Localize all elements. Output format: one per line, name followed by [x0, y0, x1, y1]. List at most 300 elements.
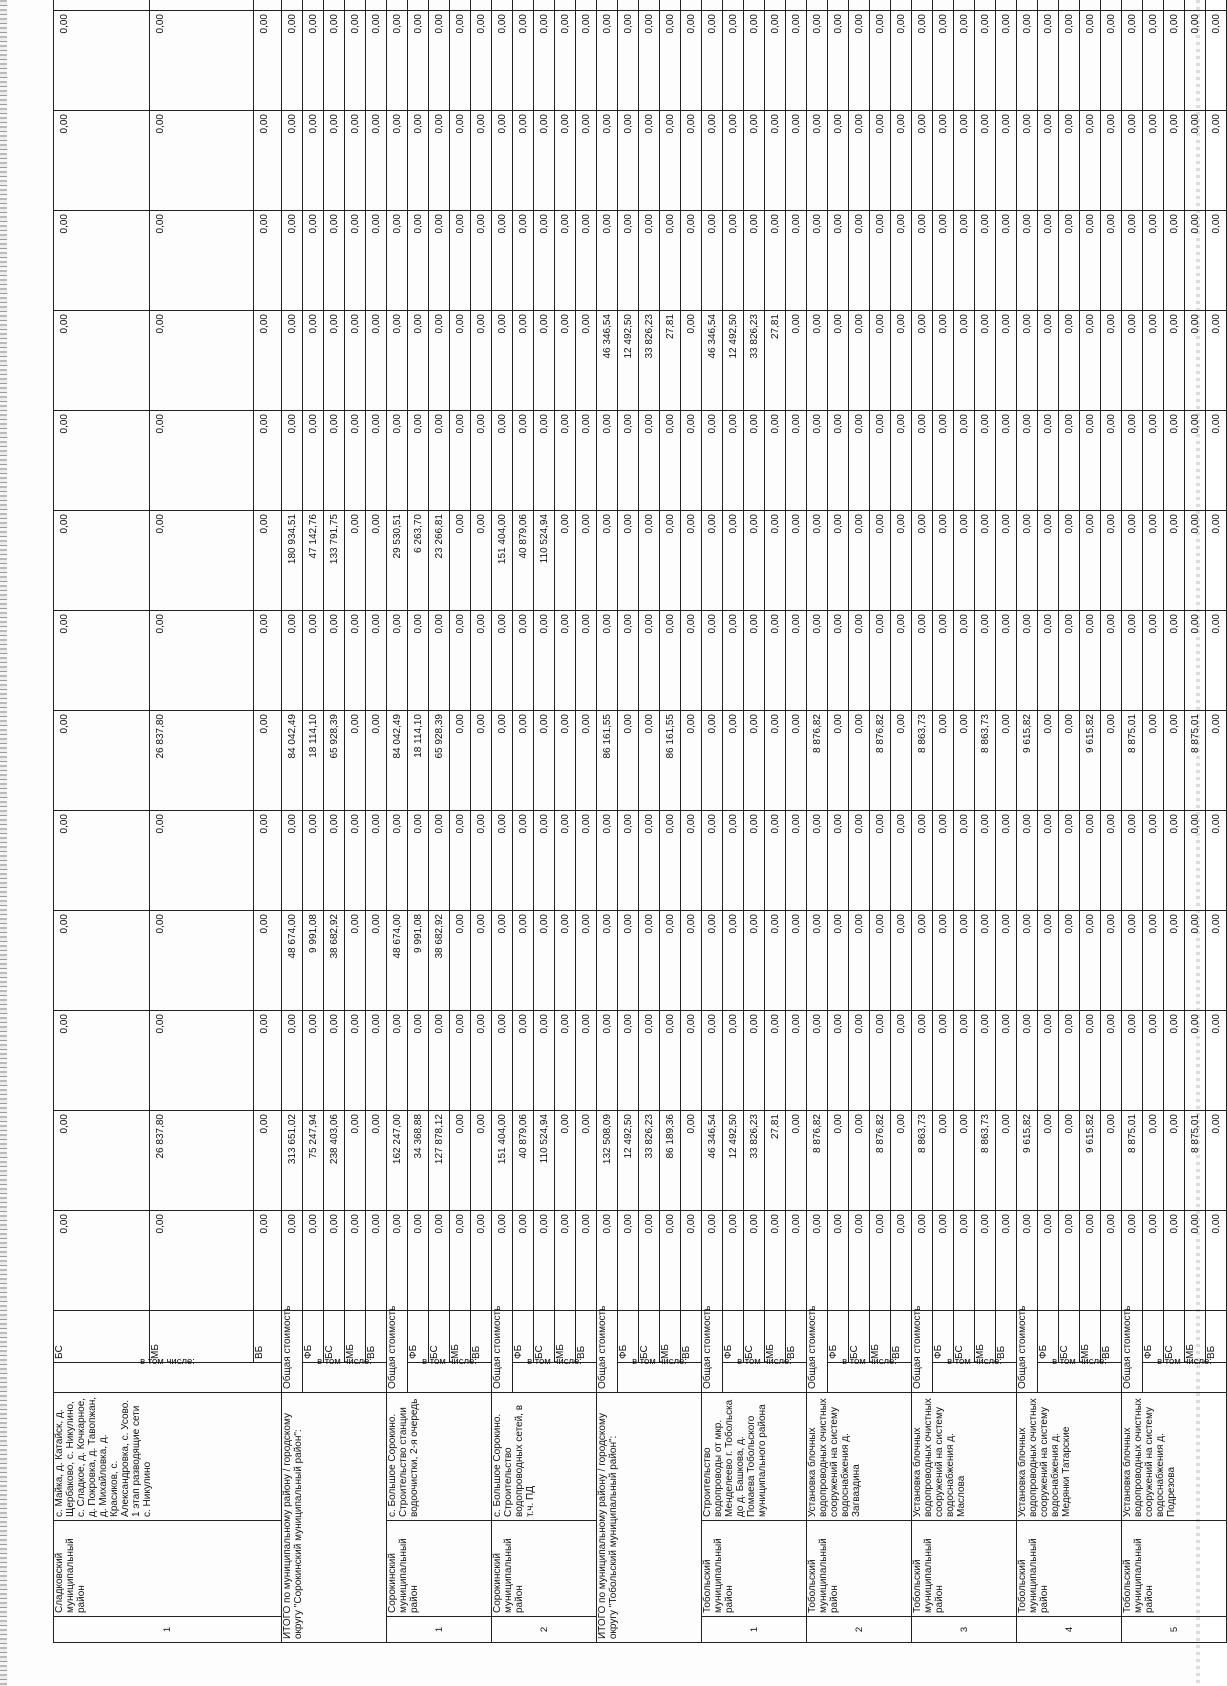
value-text: 0,00	[497, 1214, 508, 1234]
value-text: 0,00	[917, 814, 928, 834]
value-cell	[597, 311, 618, 411]
row-number: 1	[387, 1617, 492, 1643]
value-cell	[954, 11, 975, 111]
value-text: 0,00	[1085, 814, 1096, 834]
value-cell	[954, 1011, 975, 1111]
value-text: 0,00	[581, 214, 592, 234]
total-cost-label: Общая стоимость	[597, 1311, 618, 1393]
value-text: 0,00	[413, 614, 424, 634]
value-cell	[150, 111, 254, 211]
funding-source: ВБ	[891, 1311, 912, 1363]
value-text: 0,00	[155, 314, 166, 334]
funding-source: ФБ	[933, 1311, 954, 1363]
value-cell	[534, 511, 555, 611]
value-cell	[345, 911, 366, 1011]
value-text: 0,00	[1211, 614, 1222, 634]
value-text: 0,00	[59, 1114, 70, 1134]
value-cell	[1143, 111, 1164, 211]
value-cell	[996, 1111, 1017, 1211]
value-cell	[849, 111, 870, 211]
value-text: 0,00	[476, 14, 487, 34]
value-cell	[639, 611, 660, 711]
value-text: 0,00	[350, 614, 361, 634]
value-text: 0,00	[350, 714, 361, 734]
object-cell: Установка блочных водопроводных очистных сооружений на систему водоснабжения д. Медянки Татарские	[1017, 1393, 1122, 1521]
value-text: 0,00	[749, 514, 760, 534]
value-text: 0,00	[938, 414, 949, 434]
value-cell	[54, 911, 150, 1011]
value-text: 0,00	[1190, 214, 1201, 234]
value-text: 27,81	[770, 1114, 781, 1140]
value-text: 0,00	[1127, 614, 1138, 634]
value-cell	[408, 1211, 429, 1311]
value-text: 0,00	[560, 314, 571, 334]
value-text: 133 791,75	[329, 514, 340, 565]
value-cell	[723, 911, 744, 1011]
value-text: 0,00	[371, 914, 382, 934]
value-text: 0,00	[644, 114, 655, 134]
row-number: 1	[54, 1617, 282, 1643]
value-text: 0,00	[749, 814, 760, 834]
value-cell	[54, 311, 150, 411]
value-cell	[618, 1211, 639, 1311]
value-text: 0,00	[770, 114, 781, 134]
value-cell	[975, 1211, 996, 1311]
value-cell	[702, 211, 723, 311]
value-text: 0,00	[686, 1214, 697, 1234]
value-text: 0,00	[644, 814, 655, 834]
value-cell	[150, 211, 254, 311]
value-text: 0,00	[497, 814, 508, 834]
value-text: 0,00	[1169, 314, 1180, 334]
value-text: 0,00	[602, 214, 613, 234]
value-text: 238 403,06	[329, 1114, 340, 1165]
value-cell	[618, 411, 639, 511]
value-text: 0,00	[854, 14, 865, 34]
value-cell	[1206, 411, 1227, 511]
value-cell	[1164, 1211, 1185, 1311]
value-cell	[555, 1011, 576, 1111]
value-cell	[681, 211, 702, 311]
district-total-label: ИТОГО по муниципальному району / городскому округу "Тобольский муниципальный район":	[597, 1393, 702, 1643]
funding-source: БС	[744, 1311, 765, 1363]
value-cell	[471, 1111, 492, 1211]
value-text: 0,00	[1211, 914, 1222, 934]
value-text: 0,00	[665, 14, 676, 34]
value-cell	[1185, 1211, 1206, 1311]
value-text: 0,00	[1148, 914, 1159, 934]
value-cell	[345, 611, 366, 711]
value-cell	[765, 1111, 786, 1211]
value-text: 0,00	[728, 114, 739, 134]
value-cell	[429, 1211, 450, 1311]
total-row	[597, 0, 618, 1643]
value-cell	[828, 911, 849, 1011]
value-text: 0,00	[602, 1014, 613, 1034]
value-text: 0,00	[1022, 514, 1033, 534]
value-text: 0,00	[259, 1214, 270, 1234]
value-cell	[1143, 211, 1164, 311]
value-text: 0,00	[155, 414, 166, 434]
value-text: 0,00	[686, 1014, 697, 1034]
value-text: 0,00	[896, 214, 907, 234]
value-text: 0,00	[938, 914, 949, 934]
value-text: 0,00	[1001, 414, 1012, 434]
value-cell	[660, 211, 681, 311]
value-cell	[555, 1111, 576, 1211]
value-text: 0,00	[938, 14, 949, 34]
table-row	[912, 0, 933, 1643]
value-text: 0,00	[728, 14, 739, 34]
funding-source: МБ	[870, 1311, 891, 1363]
funding-source: БС	[324, 1311, 345, 1363]
value-cell	[1017, 1211, 1038, 1311]
value-cell	[849, 411, 870, 511]
value-cell	[975, 611, 996, 711]
value-text: 0,00	[1001, 1214, 1012, 1234]
value-text: 0,00	[518, 14, 529, 34]
value-cell	[954, 1211, 975, 1311]
value-text: 0,00	[329, 114, 340, 134]
value-cell	[1164, 1011, 1185, 1111]
value-text: 40 879,06	[518, 514, 529, 559]
value-cell	[786, 411, 807, 511]
value-cell	[429, 411, 450, 511]
value-cell	[303, 511, 324, 611]
value-cell	[450, 511, 471, 611]
value-cell	[765, 511, 786, 611]
district-cell: Тобольский муниципальный район	[702, 1521, 807, 1617]
value-cell	[54, 1111, 150, 1211]
value-cell	[1122, 11, 1143, 111]
value-text: 0,00	[980, 214, 991, 234]
value-cell	[765, 1211, 786, 1311]
value-cell	[996, 811, 1017, 911]
value-text: 0,00	[581, 714, 592, 734]
value-cell	[870, 1011, 891, 1111]
value-cell	[1101, 1211, 1122, 1311]
value-cell	[54, 111, 150, 211]
value-cell	[723, 811, 744, 911]
value-text: 0,00	[959, 814, 970, 834]
value-cell	[54, 411, 150, 511]
district-total-label: ИТОГО по муниципальному району / городскому округу "Сорокинский муниципальный район":	[282, 1393, 387, 1643]
value-cell	[254, 911, 282, 1011]
funding-source: БС	[54, 1311, 150, 1363]
value-cell	[1038, 811, 1059, 911]
value-cell	[681, 411, 702, 511]
value-text: 0,00	[413, 14, 424, 34]
value-cell	[1059, 711, 1080, 811]
value-cell	[744, 311, 765, 411]
value-text: 0,00	[938, 714, 949, 734]
value-cell	[702, 811, 723, 911]
value-cell	[660, 1011, 681, 1111]
value-cell	[828, 1011, 849, 1111]
value-text: 0,00	[259, 1014, 270, 1034]
value-cell	[870, 1111, 891, 1211]
value-text: 0,00	[938, 114, 949, 134]
value-cell	[849, 0, 870, 11]
value-cell	[954, 811, 975, 911]
incl-text: в том числе:	[140, 1356, 195, 1368]
value-cell	[1164, 311, 1185, 411]
district-cell: Тобольский муниципальный район	[912, 1521, 1017, 1617]
value-text: 0,00	[1169, 1014, 1180, 1034]
value-text: 0,00	[434, 614, 445, 634]
value-text: 0,00	[749, 714, 760, 734]
value-cell	[870, 611, 891, 711]
value-cell	[765, 211, 786, 311]
value-text: 0,00	[560, 714, 571, 734]
value-cell	[345, 411, 366, 511]
value-text: 0,00	[59, 714, 70, 734]
value-text: 0,00	[623, 714, 634, 734]
value-cell	[324, 111, 345, 211]
value-text: 0,00	[833, 914, 844, 934]
value-text: 0,00	[623, 14, 634, 34]
value-cell	[912, 311, 933, 411]
value-text: 0,00	[581, 914, 592, 934]
value-text: 0,00	[791, 1214, 802, 1234]
value-cell	[891, 211, 912, 311]
funding-source: МБ	[765, 1311, 786, 1363]
district-cell: Тобольский муниципальный район	[1122, 1521, 1227, 1617]
value-text: 0,00	[1043, 514, 1054, 534]
value-cell	[597, 911, 618, 1011]
value-cell	[303, 411, 324, 511]
value-cell	[303, 911, 324, 1011]
value-cell	[471, 111, 492, 211]
value-cell	[576, 611, 597, 711]
value-text: 47 142,76	[308, 514, 319, 559]
value-cell	[366, 811, 387, 911]
value-cell	[660, 11, 681, 111]
value-cell	[1101, 1011, 1122, 1111]
value-text: 65 928,39	[434, 714, 445, 759]
value-cell	[1164, 111, 1185, 211]
value-cell	[597, 1211, 618, 1311]
funding-source: ФБ	[408, 1311, 429, 1363]
funding-source: БС	[534, 1311, 555, 1363]
value-cell	[1059, 611, 1080, 711]
value-text: 12 492,50	[623, 314, 634, 359]
value-cell	[933, 511, 954, 611]
value-cell	[828, 211, 849, 311]
value-cell	[1122, 711, 1143, 811]
value-text: 0,00	[1211, 14, 1222, 34]
value-text: 0,00	[308, 614, 319, 634]
value-text: 132 508,09	[602, 1114, 613, 1165]
value-cell	[303, 1111, 324, 1211]
value-text: 0,00	[1064, 914, 1075, 934]
value-text: 33 826,23	[644, 314, 655, 359]
value-cell	[681, 1211, 702, 1311]
value-text: 0,00	[1190, 814, 1201, 834]
value-text: 0,00	[308, 1014, 319, 1034]
value-cell	[387, 511, 408, 611]
value-cell	[996, 1211, 1017, 1311]
value-text: 0,00	[413, 1014, 424, 1034]
value-text: 0,00	[665, 114, 676, 134]
value-cell	[576, 11, 597, 111]
value-cell	[450, 11, 471, 111]
value-text: 0,00	[371, 1014, 382, 1034]
incl-text: в том числе:	[632, 1356, 687, 1368]
value-cell	[576, 0, 597, 11]
value-text: 0,00	[791, 814, 802, 834]
funding-source: БС	[849, 1311, 870, 1363]
value-text: 0,00	[308, 1214, 319, 1234]
funding-source: ВБ	[254, 1311, 282, 1363]
value-text: 0,00	[602, 514, 613, 534]
value-cell	[1101, 111, 1122, 211]
value-cell	[597, 511, 618, 611]
value-cell	[702, 11, 723, 111]
value-text: 0,00	[259, 14, 270, 34]
value-text: 0,00	[1211, 1214, 1222, 1234]
value-text: 0,00	[896, 314, 907, 334]
value-cell	[429, 1111, 450, 1211]
value-cell	[765, 811, 786, 911]
value-cell	[1080, 611, 1101, 711]
value-text: 0,00	[875, 814, 886, 834]
value-text: 0,00	[518, 1214, 529, 1234]
value-text: 0,00	[1064, 614, 1075, 634]
value-text: 0,00	[854, 214, 865, 234]
value-text: 0,00	[917, 214, 928, 234]
value-text: 0,00	[497, 14, 508, 34]
value-cell	[597, 0, 618, 11]
value-cell	[429, 311, 450, 411]
value-text: 0,00	[1085, 1214, 1096, 1234]
value-cell	[870, 111, 891, 211]
value-cell	[807, 411, 828, 511]
value-text: 0,00	[287, 414, 298, 434]
value-cell	[933, 211, 954, 311]
value-text: 0,00	[686, 814, 697, 834]
value-cell	[681, 1011, 702, 1111]
value-cell	[681, 511, 702, 611]
value-cell	[471, 211, 492, 311]
value-cell	[324, 711, 345, 811]
value-text: 0,00	[287, 614, 298, 634]
value-text: 0,00	[812, 214, 823, 234]
funding-source: ВБ	[786, 1311, 807, 1363]
value-text: 34 368,88	[413, 1114, 424, 1159]
value-cell	[618, 611, 639, 711]
district-cell: Тобольский муниципальный район	[1017, 1521, 1122, 1617]
value-text: 0,00	[392, 814, 403, 834]
value-cell	[492, 11, 513, 111]
value-cell	[150, 0, 254, 11]
value-cell	[681, 11, 702, 111]
value-cell	[786, 1111, 807, 1211]
incl-label	[54, 1356, 282, 1393]
value-text: 0,00	[1169, 114, 1180, 134]
value-cell	[996, 711, 1017, 811]
value-cell	[1101, 611, 1122, 711]
value-text: 0,00	[1148, 414, 1159, 434]
value-cell	[1185, 711, 1206, 811]
value-cell	[996, 1011, 1017, 1111]
total-cost-label: Общая стоимость	[702, 1311, 723, 1393]
value-cell	[282, 1011, 303, 1111]
value-text: 0,00	[155, 1014, 166, 1034]
value-cell	[618, 911, 639, 1011]
table-row	[387, 0, 408, 1643]
value-cell	[681, 0, 702, 11]
value-text: 0,00	[560, 614, 571, 634]
value-text: 0,00	[1190, 1014, 1201, 1034]
value-text: 0,00	[59, 614, 70, 634]
value-text: 0,00	[518, 914, 529, 934]
value-cell	[744, 11, 765, 111]
value-cell	[1185, 911, 1206, 1011]
value-text: 0,00	[917, 514, 928, 534]
value-text: 0,00	[476, 414, 487, 434]
value-text: 0,00	[413, 214, 424, 234]
value-cell	[254, 811, 282, 911]
value-text: 0,00	[1169, 214, 1180, 234]
value-text: 0,00	[1148, 114, 1159, 134]
value-text: 0,00	[938, 1114, 949, 1134]
value-text: 0,00	[749, 414, 760, 434]
value-text: 110 524,94	[539, 1114, 550, 1164]
value-cell	[366, 211, 387, 311]
funding-source: МБ	[975, 1311, 996, 1363]
value-text: 0,00	[1022, 114, 1033, 134]
value-cell	[660, 811, 681, 911]
value-text: 0,00	[539, 114, 550, 134]
value-cell	[744, 1011, 765, 1111]
value-cell	[282, 11, 303, 111]
value-cell	[786, 611, 807, 711]
value-cell	[429, 11, 450, 111]
value-cell	[996, 11, 1017, 111]
value-text: 0,00	[686, 614, 697, 634]
value-text: 0,00	[791, 614, 802, 634]
value-cell	[954, 0, 975, 11]
value-text: 0,00	[623, 1014, 634, 1034]
value-cell	[954, 211, 975, 311]
value-text: 0,00	[770, 514, 781, 534]
value-cell	[639, 1211, 660, 1311]
value-text: 0,00	[896, 1014, 907, 1034]
value-text: 0,00	[1064, 514, 1075, 534]
value-cell	[639, 411, 660, 511]
value-cell	[891, 1211, 912, 1311]
value-text: 0,00	[1211, 114, 1222, 134]
value-text: 0,00	[770, 714, 781, 734]
value-cell	[744, 711, 765, 811]
value-cell	[303, 211, 324, 311]
value-text: 0,00	[707, 414, 718, 434]
value-text: 0,00	[329, 214, 340, 234]
value-text: 9 615,82	[1022, 714, 1033, 753]
value-cell	[555, 1211, 576, 1311]
value-cell	[639, 211, 660, 311]
value-cell	[1143, 411, 1164, 511]
value-text: 86 161,55	[602, 714, 613, 759]
value-cell	[1185, 311, 1206, 411]
value-cell	[555, 811, 576, 911]
value-cell	[618, 1111, 639, 1211]
value-text: 0,00	[560, 914, 571, 934]
value-cell	[912, 611, 933, 711]
funding-source: ВБ	[996, 1311, 1017, 1363]
value-cell	[891, 11, 912, 111]
